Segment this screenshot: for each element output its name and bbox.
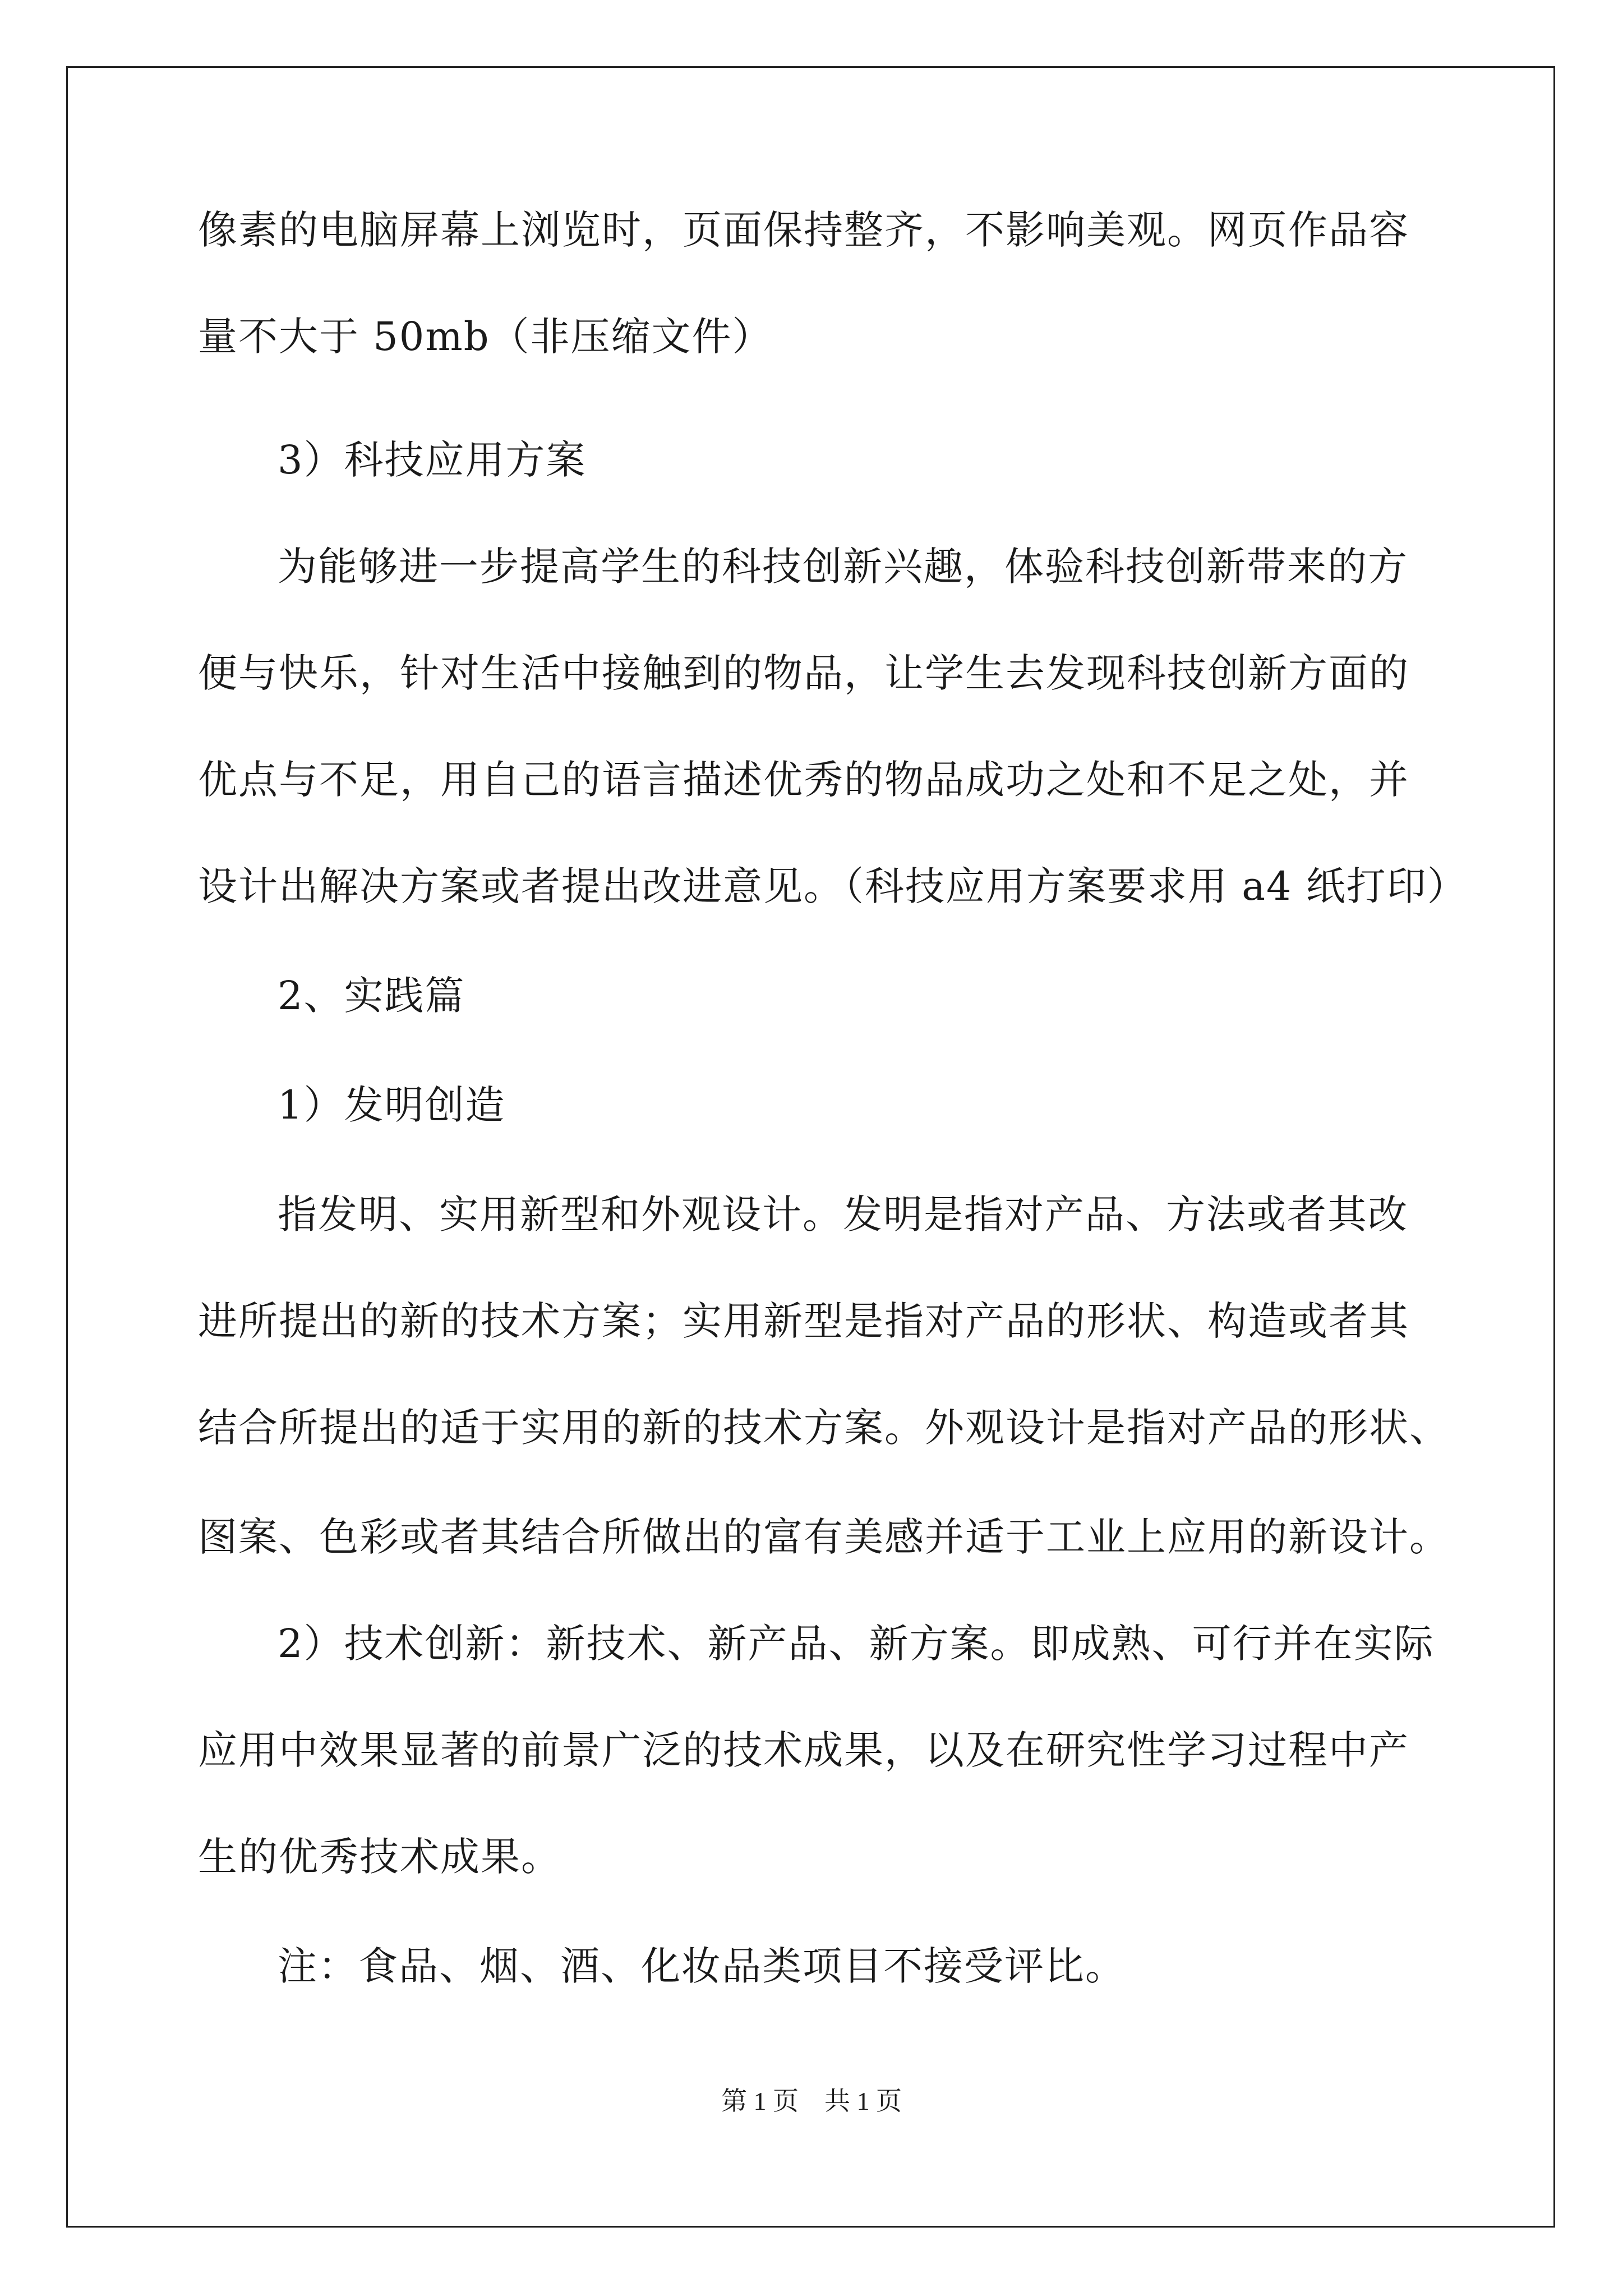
section-heading: 3）科技应用方案 xyxy=(278,437,587,483)
text-line: 为能够进一步提高学生的科技创新兴趣，体验科技创新带来的方 xyxy=(278,544,1408,590)
text-line: 指发明、实用新型和外观设计。发明是指对产品、方法或者其改 xyxy=(278,1191,1408,1237)
section-heading: 2、实践篇 xyxy=(278,973,465,1019)
text-line: 2）技术创新：新技术、新产品、新方案。即成熟、可行并在实际 xyxy=(278,1621,1435,1667)
section-heading: 1）发明创造 xyxy=(278,1082,506,1128)
text-line: 进所提出的新的技术方案；实用新型是指对产品的形状、构造或者其 xyxy=(198,1298,1409,1344)
page-number: 第 1 页 共 1 页 xyxy=(721,2087,902,2115)
text-line: 设计出解决方案或者提出改进意见。（科技应用方案要求用 a4 纸打印） xyxy=(198,863,1468,909)
text-line: 应用中效果显著的前景广泛的技术成果，以及在研究性学习过程中产 xyxy=(198,1727,1409,1773)
text-line: 生的优秀技术成果。 xyxy=(198,1834,561,1880)
text-line: 优点与不足，用自己的语言描述优秀的物品成功之处和不足之处，并 xyxy=(198,757,1409,803)
page-border xyxy=(66,66,1555,2228)
note-line: 注：食品、烟、酒、化妆品类项目不接受评比。 xyxy=(278,1943,1126,1989)
text-line: 量不大于 50mb（非压缩文件） xyxy=(198,314,773,360)
text-line: 像素的电脑屏幕上浏览时，页面保持整齐，不影响美观。网页作品容 xyxy=(198,207,1409,253)
text-line: 结合所提出的适于实用的新的技术方案。外观设计是指对产品的形状、 xyxy=(198,1405,1450,1451)
text-line: 便与快乐，针对生活中接触到的物品，让学生去发现科技创新方面的 xyxy=(198,650,1409,696)
text-line: 图案、色彩或者其结合所做出的富有美感并适于工业上应用的新设计。 xyxy=(198,1514,1450,1560)
